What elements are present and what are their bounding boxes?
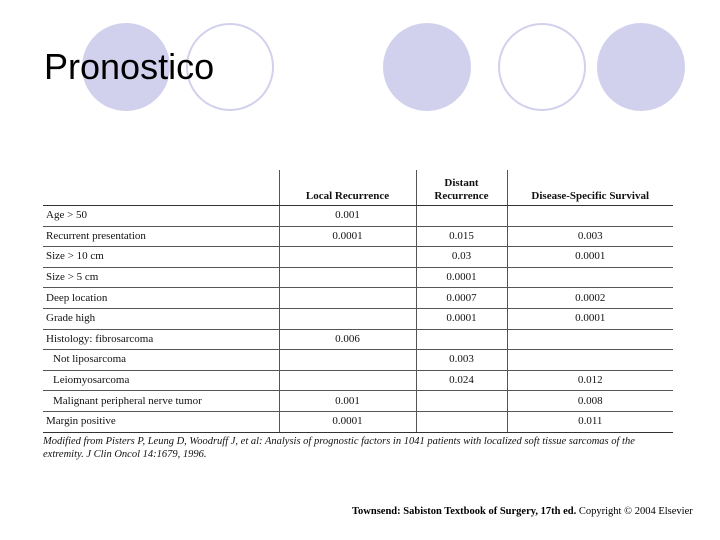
row-label: Deep location [43,288,279,309]
table-row [43,370,673,391]
table-row [43,308,673,329]
local-value [279,370,416,391]
source-credit [352,506,693,517]
row-label: Malignant peripheral nerve tumor [43,391,279,412]
dss-value: 0.0002 [507,288,673,309]
distant-value: 0.0001 [416,267,507,288]
local-value: 0.001 [279,206,416,227]
dss-value: 0.012 [507,370,673,391]
local-value [279,350,416,371]
dss-value: 0.008 [507,391,673,412]
local-value [279,288,416,309]
local-value [279,247,416,268]
row-label: Leiomyosarcoma [43,370,279,391]
table-row [43,226,673,247]
table-footnote: Modified from Pisters P, Leung D, Woodruff J, et al: Analysis of prognostic factors in 1041 patients with localized soft tissue sarcomas of the extremity. J Clin Oncol 14:1679, 1996. [43,435,635,460]
row-label: Size > 5 cm [43,267,279,288]
distant-value [416,411,507,432]
prognostic-table-container [43,170,673,461]
dss-value [507,206,673,227]
table-row [43,247,673,268]
dss-value [507,329,673,350]
distant-value: 0.0007 [416,288,507,309]
row-label: Histology: fibrosarcoma [43,329,279,350]
table-row [43,267,673,288]
row-label: Grade high [43,308,279,329]
header-distant-recurrence [416,170,507,206]
distant-value [416,329,507,350]
prognostic-factors-table [43,170,673,433]
decorative-circle-5 [597,23,685,111]
header-local-recurrence: Local Recurrence [279,170,416,206]
table-row [43,350,673,371]
table-row [43,329,673,350]
row-label: Recurrent presentation [43,226,279,247]
decorative-circle-3 [383,23,471,111]
distant-value: 0.03 [416,247,507,268]
local-value: 0.0001 [279,226,416,247]
table-row [43,288,673,309]
distant-value [416,391,507,412]
credit-source: Townsend: Sabiston Textbook of Surgery, 17th ed. [352,506,577,517]
table-row [43,411,673,432]
header-label [43,170,279,206]
distant-value: 0.003 [416,350,507,371]
distant-value: 0.0001 [416,308,507,329]
row-label: Size > 10 cm [43,247,279,268]
credit-copyright: Copyright © 2004 Elsevier [578,506,693,517]
dss-value: 0.011 [507,411,673,432]
row-label: Not liposarcoma [43,350,279,371]
dss-value: 0.0001 [507,247,673,268]
table-body [43,206,673,433]
table-row [43,206,673,227]
local-value [279,308,416,329]
slide-title: Pronostico [44,46,215,87]
dss-value [507,267,673,288]
table-header-row [43,170,673,206]
local-value: 0.006 [279,329,416,350]
dss-value [507,350,673,371]
distant-value [416,206,507,227]
distant-value: 0.015 [416,226,507,247]
distant-value: 0.024 [416,370,507,391]
header-distant-text: Distant Recurrence [434,177,489,202]
local-value: 0.001 [279,391,416,412]
local-value [279,267,416,288]
dss-value: 0.0001 [507,308,673,329]
dss-value: 0.003 [507,226,673,247]
row-label: Margin positive [43,411,279,432]
table-row [43,391,673,412]
header-disease-specific-survival: Disease-Specific Survival [507,170,673,206]
local-value: 0.0001 [279,411,416,432]
decorative-circle-4 [498,23,586,111]
row-label: Age > 50 [43,206,279,227]
